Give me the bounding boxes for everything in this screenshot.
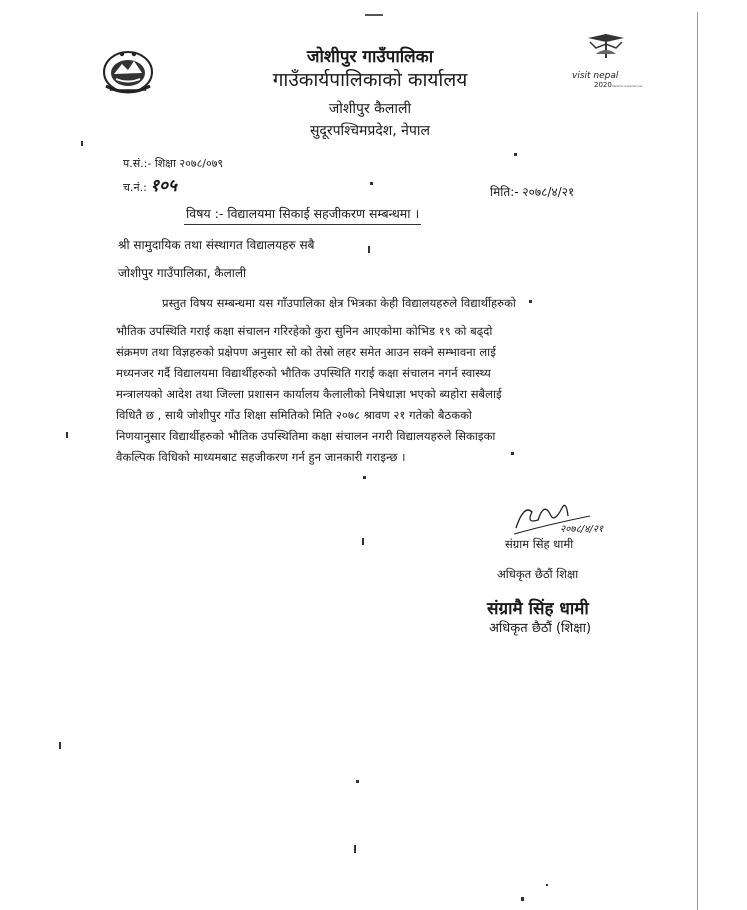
reference-number: प.सं.:- शिक्षा २०७८/०७९ — [123, 157, 224, 170]
scan-speck — [546, 884, 548, 886]
letter-date: मिति:- २०७८/४/२१ — [490, 185, 575, 199]
scan-speck — [514, 153, 517, 156]
signature-date: २०७८/४/२१ — [560, 524, 604, 535]
visit-logo-tagline: lifetime experiences — [612, 84, 643, 88]
body-line: संक्रमण तथा विज्ञहरुको प्रक्षेपण अनुसार सो को तेस्रो लहर समेत आउन सक्ने सम्भावना लाई — [116, 345, 496, 359]
signatory-title: अधिकृत छैठौं शिक्षा — [497, 567, 579, 581]
letterhead-line-3: जोशीपुर कैलाली — [328, 101, 412, 117]
body-line: प्रस्तुत विषय सम्बन्धमा यस गाँउपालिका क्षेत्र भित्रका केही विद्यालयहरुले विद्यार्थीहरुको — [162, 296, 516, 310]
scan-speck — [362, 538, 364, 545]
visit-logo-brand: visit nepal — [572, 71, 619, 81]
body-line: निणयानुसार विद्यार्थीहरुको भौतिक उपस्थितिमा कक्षा संचालन नगरी विद्यालयहरुले सिकाइका — [116, 429, 496, 443]
handwritten-signature — [510, 494, 620, 540]
scan-speck — [363, 476, 366, 479]
body-line: वैकल्पिक विधिको माध्यमबाट सहजीकरण गर्न हुन जानकारी गराइन्छ । — [116, 450, 406, 464]
letterhead-line-4: सुदूरपश्चिमप्रदेश, नेपाल — [309, 123, 431, 139]
scan-speck — [368, 246, 370, 253]
body-line: मन्त्रालयको आदेश तथा जिल्ला प्रशासन कार्यालय कैलालीको निषेधाज्ञा भएको ब्यहोरा सबैलाई — [116, 387, 502, 401]
stamp-name: संग्रामै सिंह धामी — [487, 599, 589, 619]
scan-speck — [370, 182, 373, 185]
scan-speck — [354, 845, 356, 853]
letterhead-line-2: गाउँकार्यपालिकाको कार्यालय — [272, 69, 468, 91]
body-line: भौतिक उपस्थिति गराई कक्षा संचालन गरिरहेको कुरा सुनिन आएकोमा कोभिड १९ को बढ्दो — [116, 324, 493, 338]
nepal-government-emblem-icon — [100, 46, 156, 96]
letter-subject: विषय :- विद्यालयमा सिकाई सहजीकरण सम्बन्धमा । — [184, 205, 421, 225]
visit-logo-year: 2020 — [594, 81, 612, 89]
dispatch-number: १०५ — [150, 176, 177, 196]
scan-speck — [521, 897, 524, 901]
addressee-line-2: जोशीपुर गाउँपालिका, कैलाली — [118, 266, 247, 280]
stamp-title: अधिकृत छैठौं (शिक्षा) — [489, 621, 592, 636]
dispatch-label: च.नं.: — [123, 181, 147, 194]
page-edge — [697, 12, 698, 910]
scan-speck — [529, 300, 532, 303]
scan-speck — [81, 141, 83, 146]
signatory-name: संग्राम सिंह धामी — [505, 537, 574, 551]
body-line: विधितै छ , साथै जोशीपुर गाँउ शिक्षा समितिको मिति २०७८ श्रावण २१ गतेको बैठकको — [116, 408, 472, 422]
scan-speck — [66, 432, 68, 438]
scan-mark — [365, 14, 383, 16]
addressee-line-1: श्री सामुदायिक तथा संस्थागत विद्यालयहरु सबै — [118, 238, 315, 252]
dispatch-number-row — [123, 173, 177, 196]
letterhead-line-1: जोशीपुर गाउँपालिका — [306, 47, 434, 67]
body-line: मध्यनजर गर्दै विद्यालयमा विद्यार्थीहरुको भौतिक उपस्थिति गराई कक्षा संचालन नगर्न स्वास्थ्य — [116, 366, 491, 380]
visit-nepal-logo — [568, 32, 644, 96]
scan-speck — [511, 452, 514, 455]
scan-speck — [356, 780, 359, 783]
scan-speck — [59, 742, 61, 749]
